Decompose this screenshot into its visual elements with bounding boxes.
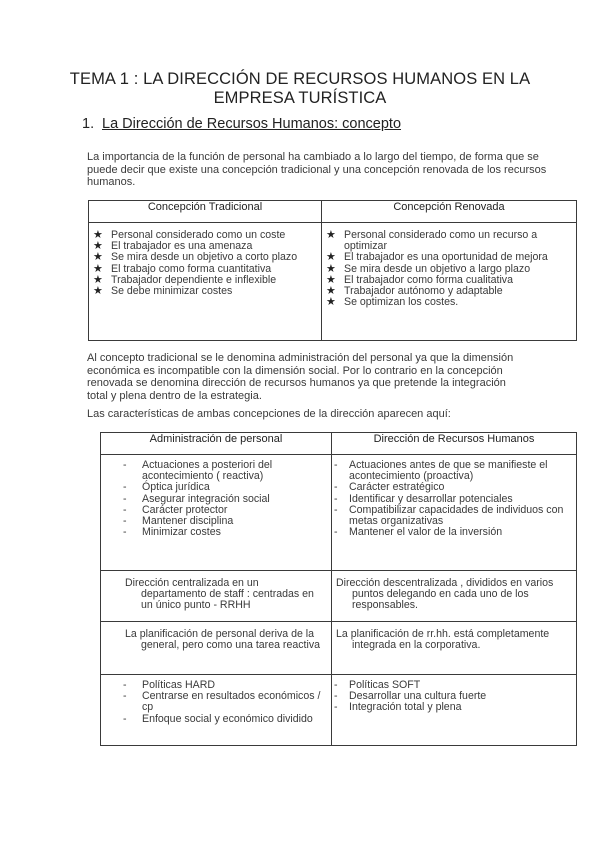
section-number: 1.: [82, 116, 95, 132]
star-bullet-icon: ★: [326, 285, 336, 298]
concepts-header-renewed: Concepción Renovada: [322, 201, 577, 223]
renewed-cell: [322, 223, 577, 341]
section-heading: [82, 116, 401, 132]
list-item: ★ Trabajador autónomo y adaptable: [326, 285, 503, 298]
dash-bullet: -: [123, 690, 127, 703]
list-item: ★ Personal considerado como un coste: [93, 229, 286, 241]
list-item: - Políticas HARD: [123, 679, 215, 691]
star-bullet-icon: ★: [93, 229, 103, 241]
list-item: ★ El trabajador es una amenaza: [93, 240, 253, 253]
hrm-policies-list: [332, 675, 576, 714]
dash-bullet: -: [334, 526, 338, 539]
dash-bullet: -: [123, 503, 127, 516]
list-item: ★ Personal considerado como un recurso a optimizar: [326, 229, 538, 253]
page-title: [60, 70, 540, 108]
star-bullet-icon: ★: [93, 262, 103, 275]
dash-bullet: -: [123, 481, 127, 494]
admin-actions-cell: [101, 455, 332, 571]
admin-policies-list: [101, 675, 331, 725]
list-item: ★ Trabajador dependiente e inflexible: [93, 273, 277, 286]
star-bullet-icon: ★: [93, 273, 103, 286]
admin-policies-cell: [101, 675, 332, 746]
concept-explanation-paragraph: Al concepto tradicional se le denomina administración del personal ya que la dimensión económica es incompatible con la dimensión social. Por lo contrario en la concepción renovada se denomina dirección de recursos humanos ya que pretende la integración total y plena dentro de la estrategia.: [87, 352, 514, 402]
dash-bullet: -: [123, 712, 127, 725]
list-item: - Identificar y desarrollar potenciales: [334, 492, 513, 505]
dash-bullet: -: [123, 515, 127, 528]
hrm-decentralized-text: Dirección descentralizada , divididos en varios puntos delegando en cada uno de los responsables.: [336, 577, 554, 612]
hrm-decentralized-cell: [332, 571, 577, 622]
list-item: ★ Se optimizan los costes.: [326, 296, 459, 309]
title-line-2: EMPRESA TURÍSTICA: [213, 89, 387, 107]
dash-bullet: -: [334, 481, 338, 494]
list-item: - Actuaciones a posteriori del acontecimiento ( reactiva): [123, 459, 273, 483]
hrm-actions-cell: [332, 455, 577, 571]
star-bullet-icon: ★: [326, 262, 336, 275]
admin-actions-list: [101, 455, 331, 538]
dash-bullet: -: [334, 690, 338, 703]
hrm-actions-list: [332, 455, 576, 538]
list-item: - Enfoque social y económico dividido: [123, 712, 313, 725]
characteristics-header-hrm: Dirección de Recursos Humanos: [332, 433, 577, 455]
admin-planning-cell: [101, 622, 332, 675]
hrm-planning-cell: [332, 622, 577, 675]
star-bullet-icon: ★: [326, 296, 336, 309]
list-item: - Integración total y plena: [334, 701, 462, 714]
star-bullet-icon: ★: [93, 285, 103, 298]
list-item: - Asegurar integración social: [123, 492, 270, 505]
list-item: - Desarrollar una cultura fuerte: [334, 690, 487, 703]
list-item: - Carácter protector: [123, 503, 228, 516]
dash-bullet: -: [123, 459, 127, 471]
hrm-policies-cell: [332, 675, 577, 746]
traditional-cell: [89, 223, 322, 341]
list-item: - Óptica jurídica: [123, 481, 210, 494]
list-item: ★ El trabajo como forma cuantitativa: [93, 262, 272, 275]
list-item: ★ El trabajador es una oportunidad de mejora: [326, 251, 548, 264]
list-item: ★ Se debe minimizar costes: [93, 285, 233, 298]
admin-centralized-cell: [101, 571, 332, 622]
dash-bullet: -: [123, 492, 127, 505]
list-item: ★ Se mira desde un objetivo a corto plazo: [93, 251, 298, 264]
list-item: - Mantener el valor de la inversión: [334, 526, 503, 539]
characteristics-paragraph: Las características de ambas concepciones de la dirección aparecen aquí:: [87, 408, 451, 420]
renewed-list: [322, 223, 576, 308]
dash-bullet: -: [123, 526, 127, 539]
list-item: - Compatibilizar capacidades de individuos con metas organizativas: [334, 503, 564, 528]
dash-bullet: -: [123, 679, 127, 691]
dash-bullet: -: [334, 503, 338, 516]
characteristics-header-admin: Administración de personal: [101, 433, 332, 455]
concepts-header-traditional: Concepción Tradicional: [89, 201, 322, 223]
section-title: La Dirección de Recursos Humanos: concepto: [102, 116, 402, 132]
dash-bullet: -: [334, 459, 338, 471]
star-bullet-icon: ★: [93, 240, 103, 253]
concepts-table: [88, 200, 577, 341]
star-bullet-icon: ★: [326, 273, 336, 286]
traditional-list: [89, 223, 321, 297]
star-bullet-icon: ★: [326, 251, 336, 264]
star-bullet-icon: ★: [93, 251, 103, 264]
list-item: ★ Se mira desde un objetivo a largo plazo: [326, 262, 531, 275]
list-item: ★ El trabajador como forma cualitativa: [326, 273, 513, 286]
characteristics-table: [100, 432, 577, 746]
admin-planning-text: La planificación de personal deriva de la general, pero como una tarea reactiva: [125, 628, 321, 652]
list-item: - Carácter estratégico: [334, 481, 445, 494]
list-item: - Centrarse en resultados económicos / cp: [123, 690, 321, 714]
list-item: - Minimizar costes: [123, 526, 221, 539]
hrm-planning-text: La planificación de rr.hh. está completamente integrada en la corporativa.: [336, 628, 550, 652]
dash-bullet: -: [334, 701, 338, 714]
list-item: - Actuaciones antes de que se manifieste el acontecimiento (proactiva): [334, 459, 548, 483]
dash-bullet: -: [334, 492, 338, 505]
intro-paragraph: La importancia de la función de personal ha cambiado a lo largo del tiempo, de forma que se puede decir que existe una concepción tradicional y una concepción renovada de los recursos humanos.: [87, 151, 547, 188]
title-line-1: TEMA 1 : LA DIRECCIÓN DE RECURSOS HUMANOS EN LA: [69, 70, 531, 88]
dash-bullet: -: [334, 679, 338, 691]
admin-centralized-text: Dirección centralizada en un departamento de staff : centradas en un único punto - RRHH: [125, 577, 314, 612]
list-item: - Mantener disciplina: [123, 515, 234, 528]
star-bullet-icon: ★: [326, 229, 336, 241]
list-item: - Políticas SOFT: [334, 679, 421, 691]
